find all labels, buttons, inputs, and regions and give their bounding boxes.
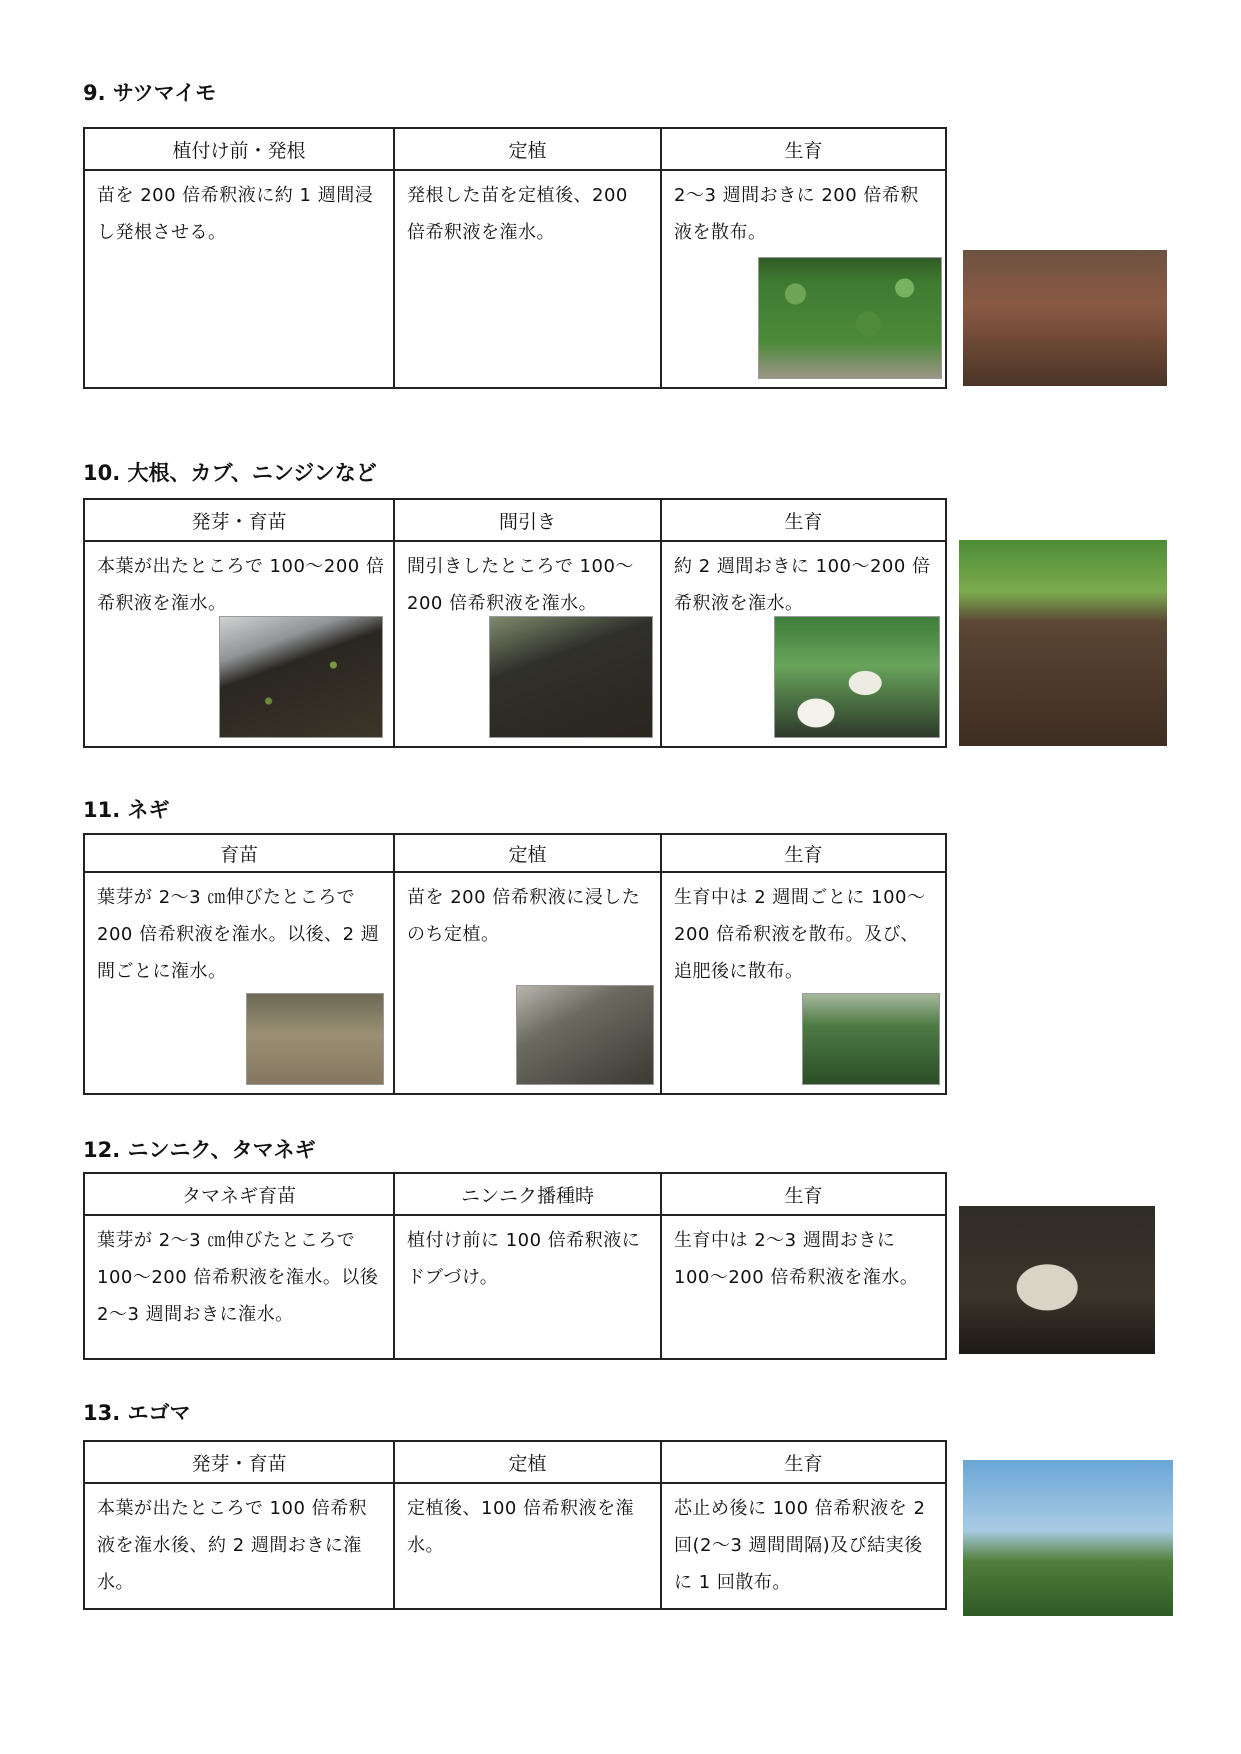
header-cell: 植付け前・発根 bbox=[84, 128, 394, 170]
sprout-photo bbox=[219, 616, 383, 738]
header-cell: 定植 bbox=[394, 1441, 661, 1483]
table-negi bbox=[83, 833, 947, 1095]
table-garlic-onion bbox=[83, 1172, 947, 1360]
cell-text: 生育中は 2～3 週間おきに 100～200 倍希釈液を潅水。 bbox=[674, 1230, 919, 1288]
cell-text: 約 2 週間おきに 100～200 倍希釈液を潅水。 bbox=[674, 556, 931, 614]
section-title-11: 11. ネギ bbox=[83, 798, 170, 822]
header-cell: 生育 bbox=[661, 128, 946, 170]
header-cell: ニンニク播種時 bbox=[394, 1173, 661, 1215]
body-cell bbox=[661, 1483, 946, 1609]
thinning-photo bbox=[489, 616, 653, 738]
table-satsumaimo bbox=[83, 127, 947, 389]
section-title-13: 13. エゴマ bbox=[83, 1401, 191, 1425]
negi-planting-photo bbox=[516, 985, 654, 1085]
cell-text: 葉芽が 2～3 ㎝伸びたところで 200 倍希釈液を潅水。以後、2 週間ごとに潅水。 bbox=[97, 887, 380, 982]
body-cell bbox=[661, 1215, 946, 1359]
cell-text: 苗を 200 倍希釈液に約 1 週間浸し発根させる。 bbox=[97, 185, 374, 243]
table-root-vegetables bbox=[83, 498, 947, 748]
body-cell bbox=[661, 170, 946, 388]
body-cell bbox=[394, 1483, 661, 1609]
section-title-12: 12. ニンニク、タマネギ bbox=[83, 1138, 316, 1162]
table-egoma bbox=[83, 1440, 947, 1610]
header-cell: 発芽・育苗 bbox=[84, 499, 394, 541]
section-title-10: 10. 大根、カブ、ニンジンなど bbox=[83, 461, 377, 485]
cell-text: 葉芽が 2～3 ㎝伸びたところで 100～200 倍希釈液を潅水。以後 2～3 週間おきに潅水。 bbox=[97, 1230, 379, 1325]
negi-sprout-photo bbox=[246, 993, 384, 1085]
body-cell bbox=[394, 170, 661, 388]
sweet-potato-harvest-photo bbox=[963, 250, 1167, 386]
body-cell bbox=[661, 872, 946, 1094]
header-cell: タマネギ育苗 bbox=[84, 1173, 394, 1215]
header-cell: 定植 bbox=[394, 834, 661, 872]
body-cell bbox=[394, 1215, 661, 1359]
cell-text: 苗を 200 倍希釈液に浸したのち定植。 bbox=[407, 887, 641, 945]
cell-text: 定植後、100 倍希釈液を潅水。 bbox=[407, 1498, 635, 1556]
body-cell bbox=[84, 541, 394, 747]
cell-text: 芯止め後に 100 倍希釈液を 2 回(2～3 週間間隔)及び結実後に 1 回散布。 bbox=[674, 1498, 926, 1593]
header-cell: 生育 bbox=[661, 1441, 946, 1483]
garlic-photo bbox=[959, 1206, 1155, 1354]
carrot-harvest-photo bbox=[959, 540, 1167, 746]
cell-text: 植付け前に 100 倍希釈液にドブづけ。 bbox=[407, 1230, 641, 1288]
egoma-plant-photo bbox=[963, 1460, 1173, 1616]
cell-text: 生育中は 2 週間ごとに 100～200 倍希釈液を散布。及び、追肥後に散布。 bbox=[674, 887, 926, 982]
body-cell bbox=[84, 872, 394, 1094]
section-title-9: 9. サツマイモ bbox=[83, 81, 217, 105]
body-cell bbox=[661, 541, 946, 747]
header-cell: 間引き bbox=[394, 499, 661, 541]
header-cell: 生育 bbox=[661, 834, 946, 872]
negi-field-photo bbox=[802, 993, 940, 1085]
header-cell: 育苗 bbox=[84, 834, 394, 872]
daikon-photo bbox=[774, 616, 940, 738]
cell-text: 本葉が出たところで 100 倍希釈液を潅水後、約 2 週間おきに潅水。 bbox=[97, 1498, 368, 1593]
sweet-potato-field-photo bbox=[758, 257, 942, 379]
header-cell: 生育 bbox=[661, 1173, 946, 1215]
body-cell bbox=[84, 1215, 394, 1359]
header-cell: 生育 bbox=[661, 499, 946, 541]
cell-text: 本葉が出たところで 100～200 倍希釈液を潅水。 bbox=[97, 556, 385, 614]
header-cell: 定植 bbox=[394, 128, 661, 170]
cell-text: 間引きしたところで 100～200 倍希釈液を潅水。 bbox=[407, 556, 634, 614]
cell-text: 2～3 週間おきに 200 倍希釈液を散布。 bbox=[674, 185, 919, 243]
cell-text: 発根した苗を定植後、200 倍希釈液を潅水。 bbox=[407, 185, 628, 243]
body-cell bbox=[84, 1483, 394, 1609]
body-cell bbox=[84, 170, 394, 388]
body-cell bbox=[394, 872, 661, 1094]
body-cell bbox=[394, 541, 661, 747]
header-cell: 発芽・育苗 bbox=[84, 1441, 394, 1483]
